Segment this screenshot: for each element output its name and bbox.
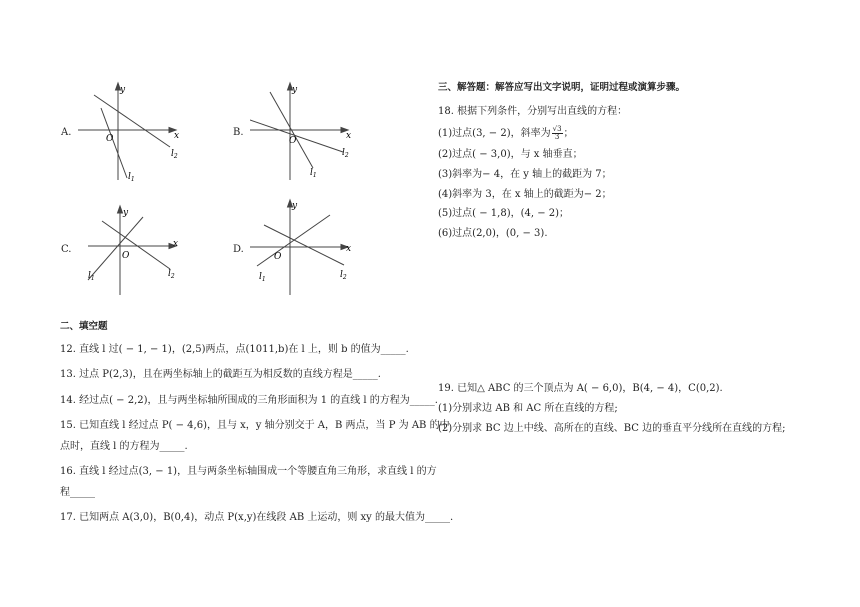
graph-b-origin: O [289, 136, 297, 146]
question-19-title: 19. 已知△ ABC 的三个顶点为 A( − 6,0)，B(4, − 4)，C(0,2). [438, 383, 723, 394]
question-13: 13. 过点 P(2,3)，且在两坐标轴上的截距互为相反数的直线方程是_____. [60, 369, 381, 380]
question-19-2: (2)分别求 BC 边上中线、高所在的直线、BC 边的垂直平分线所在直线的方程; [438, 423, 786, 434]
option-b-label: B. [233, 127, 244, 138]
graph-c-origin: O [122, 251, 130, 261]
question-16-line2: 程_____ [60, 487, 95, 498]
graph-b [250, 80, 360, 186]
question-18-4: (4)斜率为 3，在 x 轴上的截距为− 2； [438, 189, 612, 200]
question-18-6: (6)过点(2,0)，(0, − 3). [438, 228, 548, 239]
graph-a-l2-label: $l_2$ [171, 149, 178, 160]
graph-b-y-label: y [292, 85, 298, 95]
question-16-line1: 16. 直线 l 经过点(3, − 1)，且与两条坐标轴围成一个等腰直角三角形，求直线 l 的方 [60, 466, 437, 477]
graph-c-x-label: x [173, 239, 179, 249]
question-18-3: (3)斜率为− 4，在 y 轴上的截距为 7； [438, 169, 612, 180]
question-15-line2: 点时，直线 l 的方程为_____. [60, 441, 188, 452]
graph-d-l2-label: $l_2$ [340, 270, 347, 281]
graph-a-l1-label: $l_1$ [128, 172, 135, 183]
option-d-label: D. [233, 244, 244, 255]
graph-c-y-label: y [123, 208, 129, 218]
question-14: 14. 经过点( − 2,2)，且与两坐标轴所围成的三角形面积为 1 的直线 l 的方程为_____. [60, 395, 438, 406]
question-18-5: (5)过点( − 1,8)，(4, − 2)； [438, 208, 570, 219]
graph-a-origin: O [106, 134, 114, 144]
question-19-1: (1)分别求边 AB 和 AC 所在直线的方程; [438, 403, 618, 414]
graph-b-l1-label: $l_1$ [310, 168, 317, 179]
section3-heading: 三、解答题：解答应写出文字说明，证明过程或演算步骤。 [438, 82, 686, 93]
section2-heading: 二、填空题 [60, 321, 108, 332]
graph-d [250, 195, 360, 299]
question-18-title: 18. 根据下列条件，分别写出直线的方程： [438, 106, 628, 117]
question-17: 17. 已知两点 A(3,0)，B(0,4)，动点 P(x,y)在线段 AB 上运动，则 xy 的最大值为_____. [60, 512, 454, 523]
graph-d-l1-label: $l_1$ [259, 272, 266, 283]
graph-d-origin: O [274, 252, 282, 262]
graph-c-l2-label: $l_2$ [168, 269, 175, 280]
question-18-2: (2)过点( − 3,0)，与 x 轴垂直； [438, 149, 583, 160]
graph-a [78, 80, 188, 186]
graph-c [78, 203, 188, 299]
graph-d-y-label: y [292, 201, 298, 211]
graph-a-x-label: x [174, 131, 180, 141]
question-18-1: (1)过点(3, − 2)，斜率为 $\frac{√3}{3}$ ； [438, 125, 574, 141]
graph-b-x-label: x [346, 131, 352, 141]
question-12: 12. 直线 l 过( − 1, − 1)，(2,5)两点，点(1011,b)在 l 上，则 b 的值为_____. [60, 344, 409, 355]
graph-d-x-label: x [346, 244, 352, 254]
graph-c-l1-label: $l_1$ [88, 271, 95, 282]
fraction-sqrt3-over-3: $\frac{√3}{3}$ [552, 125, 562, 141]
question-15-line1: 15. 已知直线 l 经过点 P( − 4,6)，且与 x，y 轴分别交于 A，B 两点，当 P 为 AB 的中 [60, 420, 450, 431]
graph-b-l2-label: $l_2$ [342, 148, 349, 159]
graph-a-y-label: y [120, 85, 126, 95]
option-a-label: A. [61, 127, 72, 138]
option-c-label: C. [61, 244, 72, 255]
